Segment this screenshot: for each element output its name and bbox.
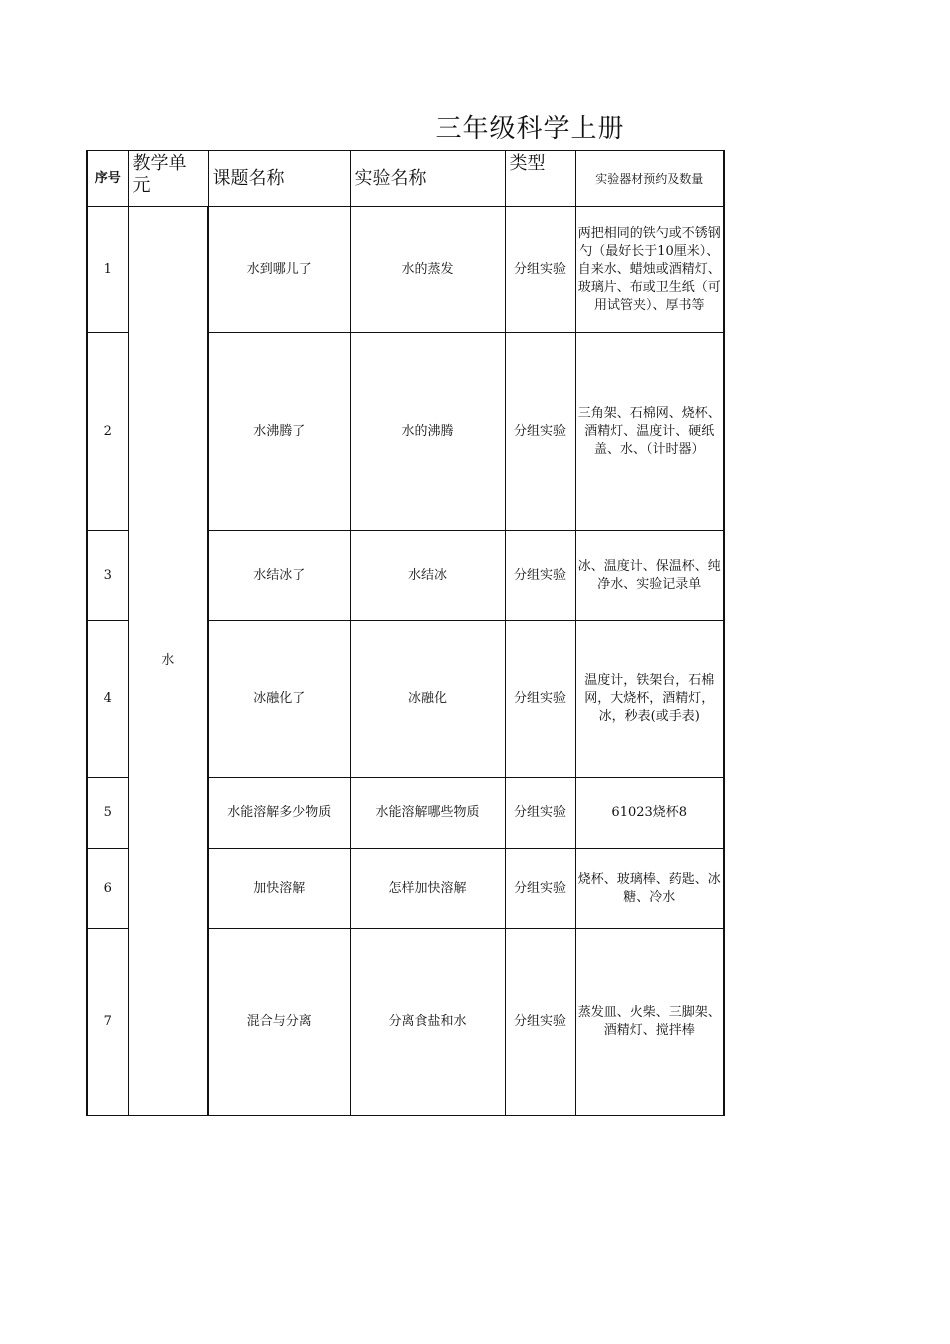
row-seq: 2	[87, 333, 128, 531]
row-equipment: 两把相同的铁勺或不锈钢勺（最好长于10厘米）、自来水、蜡烛或酒精灯、玻璃片、布或卫生纸（可用试管夹）、厚书等	[575, 207, 724, 333]
header-equipment: 实验器材预约及数量	[575, 151, 724, 207]
page-title: 三年级科学上册	[435, 114, 625, 144]
row-seq: 1	[87, 207, 128, 333]
header-topic: 课题名称	[208, 151, 350, 207]
row-equipment: 冰、温度计、保温杯、纯净水、实验记录单	[575, 531, 724, 621]
row-experiment: 怎样加快溶解	[350, 849, 505, 929]
row-topic: 混合与分离	[208, 929, 350, 1116]
table-row	[87, 207, 724, 333]
row-experiment: 冰融化	[350, 621, 505, 778]
row-type: 分组实验	[505, 333, 575, 531]
header-type: 类型	[505, 151, 575, 207]
row-type: 分组实验	[505, 621, 575, 778]
row-seq: 7	[87, 929, 128, 1116]
header-seq: 序号	[87, 151, 128, 207]
row-topic: 水沸腾了	[208, 333, 350, 531]
row-seq: 5	[87, 778, 128, 849]
row-experiment: 水的沸腾	[350, 333, 505, 531]
row-type: 分组实验	[505, 929, 575, 1116]
row-equipment: 烧杯、玻璃棒、药匙、冰糖、冷水	[575, 849, 724, 929]
row-experiment: 分离食盐和水	[350, 929, 505, 1116]
row-experiment: 水结冰	[350, 531, 505, 621]
row-equipment: 蒸发皿、火柴、三脚架、酒精灯、搅拌棒	[575, 929, 724, 1116]
row-type: 分组实验	[505, 531, 575, 621]
row-topic: 加快溶解	[208, 849, 350, 929]
row-experiment: 水的蒸发	[350, 207, 505, 333]
row-equipment: 三角架、石棉网、烧杯、酒精灯、温度计、硬纸盖、水、（计时器）	[575, 333, 724, 531]
row-type: 分组实验	[505, 207, 575, 333]
row-equipment: 61023烧杯8	[575, 778, 724, 849]
row-type: 分组实验	[505, 849, 575, 929]
row-seq: 6	[87, 849, 128, 929]
row-seq: 3	[87, 531, 128, 621]
header-row	[87, 151, 724, 207]
row-experiment: 水能溶解哪些物质	[350, 778, 505, 849]
row-topic: 水能溶解多少物质	[208, 778, 350, 849]
row-seq: 4	[87, 621, 128, 778]
row-type: 分组实验	[505, 778, 575, 849]
unit-cell: 水	[128, 207, 208, 1116]
header-experiment: 实验名称	[350, 151, 505, 207]
experiment-table	[86, 150, 725, 1116]
row-topic: 水结冰了	[208, 531, 350, 621]
row-topic: 水到哪儿了	[208, 207, 350, 333]
row-topic: 冰融化了	[208, 621, 350, 778]
row-equipment: 温度计，铁架台，石棉网，大烧杯，酒精灯，冰，秒表(或手表)	[575, 621, 724, 778]
header-unit: 教学单元	[128, 151, 208, 207]
